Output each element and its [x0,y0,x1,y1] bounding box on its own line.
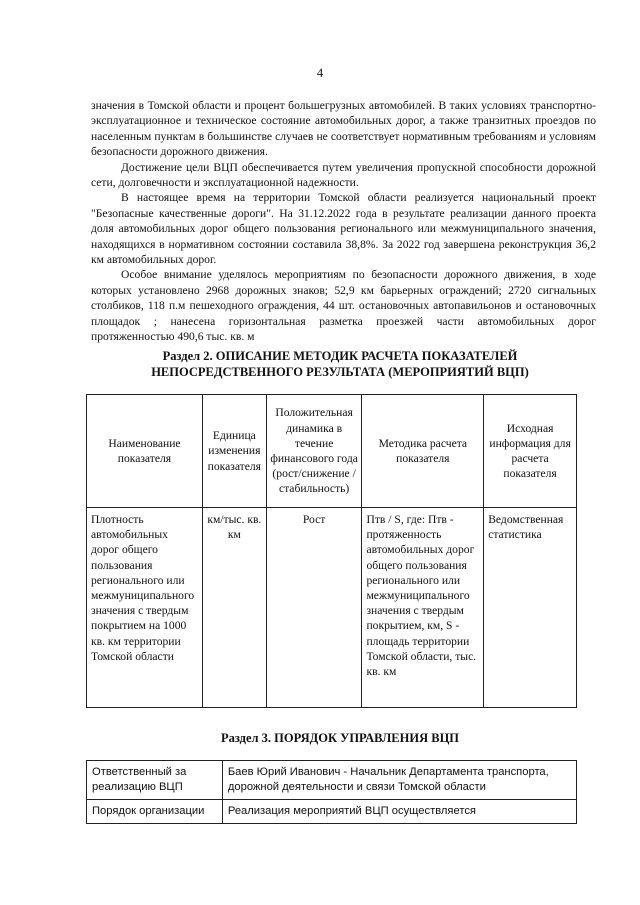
cell-value: Баев Юрий Иванович - Начальник Департамента транспорта, дорожной деятельности и связи Томской области [222,761,576,800]
table-header-row [87,395,577,508]
section-3-heading: Раздел 3. ПОРЯДОК УПРАВЛЕНИЯ ВЦП [220,731,460,745]
cell-label: Ответственный за реализацию ВЦП [87,761,223,800]
header-unit: Единица изменения показателя [202,395,266,508]
header-indicator-name: Наименование показателя [87,395,203,508]
page-number: 4 [316,66,324,80]
cell-source: Ведомственная статистика [484,508,577,708]
section-2-heading [60,348,620,380]
section-2-heading-line-1: Раздел 2. ОПИСАНИЕ МЕТОДИК РАСЧЕТА ПОКАЗАТЕЛЕЙ [162,349,518,363]
body-text [91,98,596,345]
cell-value: Реализация мероприятий ВЦП осуществляется [222,800,576,824]
header-method: Методика расчета показателя [362,395,484,508]
cell-unit: км/тыс. кв. км [202,508,266,708]
cell-method: Птв / S, где: Птв - протяженность автомобильных дорог общего пользования регионального или межмуниципального значения с твердым покрытием, км, S - площадь территории Томской области, тыс. кв. км [362,508,484,708]
table-row [87,761,577,800]
header-dynamics: Положительная динамика в течение финансового года (рост/снижение /стабильность) [266,395,362,508]
cell-label: Порядок организации [87,800,223,824]
cell-dynamics: Рост [266,508,362,708]
paragraph-2: Достижение цели ВЦП обеспечивается путем увеличения пропускной способности дорожной сети, долговечности и эксплуатационной надежности. [91,160,596,190]
section-2-heading-line-2: НЕПОСРЕДСТВЕННОГО РЕЗУЛЬТАТА (МЕРОПРИЯТИЙ ВЦП) [151,365,529,379]
table-row [87,800,577,824]
cell-indicator-name: Плотность автомобильных дорог общего пользования регионального или межмуниципального значения с твердым покрытием на 1000 кв. км территории Томской области [87,508,203,708]
indicators-table [86,394,577,708]
paragraph-4: Особое внимание уделялось мероприятиям по безопасности дорожного движения, в ходе которых установлено 2968 дорожных знаков; 52,9 км барьерных ограждений; 2720 сигнальных столбиков, 118 п.м пешеходного ограждения, 44 шт. остановочных автопавильонов и остановочных площадок ; нанесена горизонтальная разметка проезжей части автомобильных дорог протяженностью 490,6 тыс. кв. м [91,268,596,344]
header-source: Исходная информация для расчета показателя [484,395,577,508]
table-row [87,508,577,708]
paragraph-1: значения в Томской области и процент большегрузных автомобилей. В таких условиях транспортно-эксплуатационное и техническое состояние автомобильных дорог, а также транзитных проездов по населенным пунктам в большинстве случаев не соответствует нормативным требованиям и условиям безопасности дорожного движения. [91,99,596,159]
management-table [86,760,577,824]
paragraph-3: В настоящее время на территории Томской области реализуется национальный проект "Безопасные качественные дороги". На 31.12.2022 года в результате реализации данного проекта доля автомобильных дорог общего пользования регионального или межмуниципального значения, находящихся в нормативном состоянии составила 38,8%. За 2022 год завершена реконструкция 36,2 км автомобильных дорог. [91,191,596,267]
